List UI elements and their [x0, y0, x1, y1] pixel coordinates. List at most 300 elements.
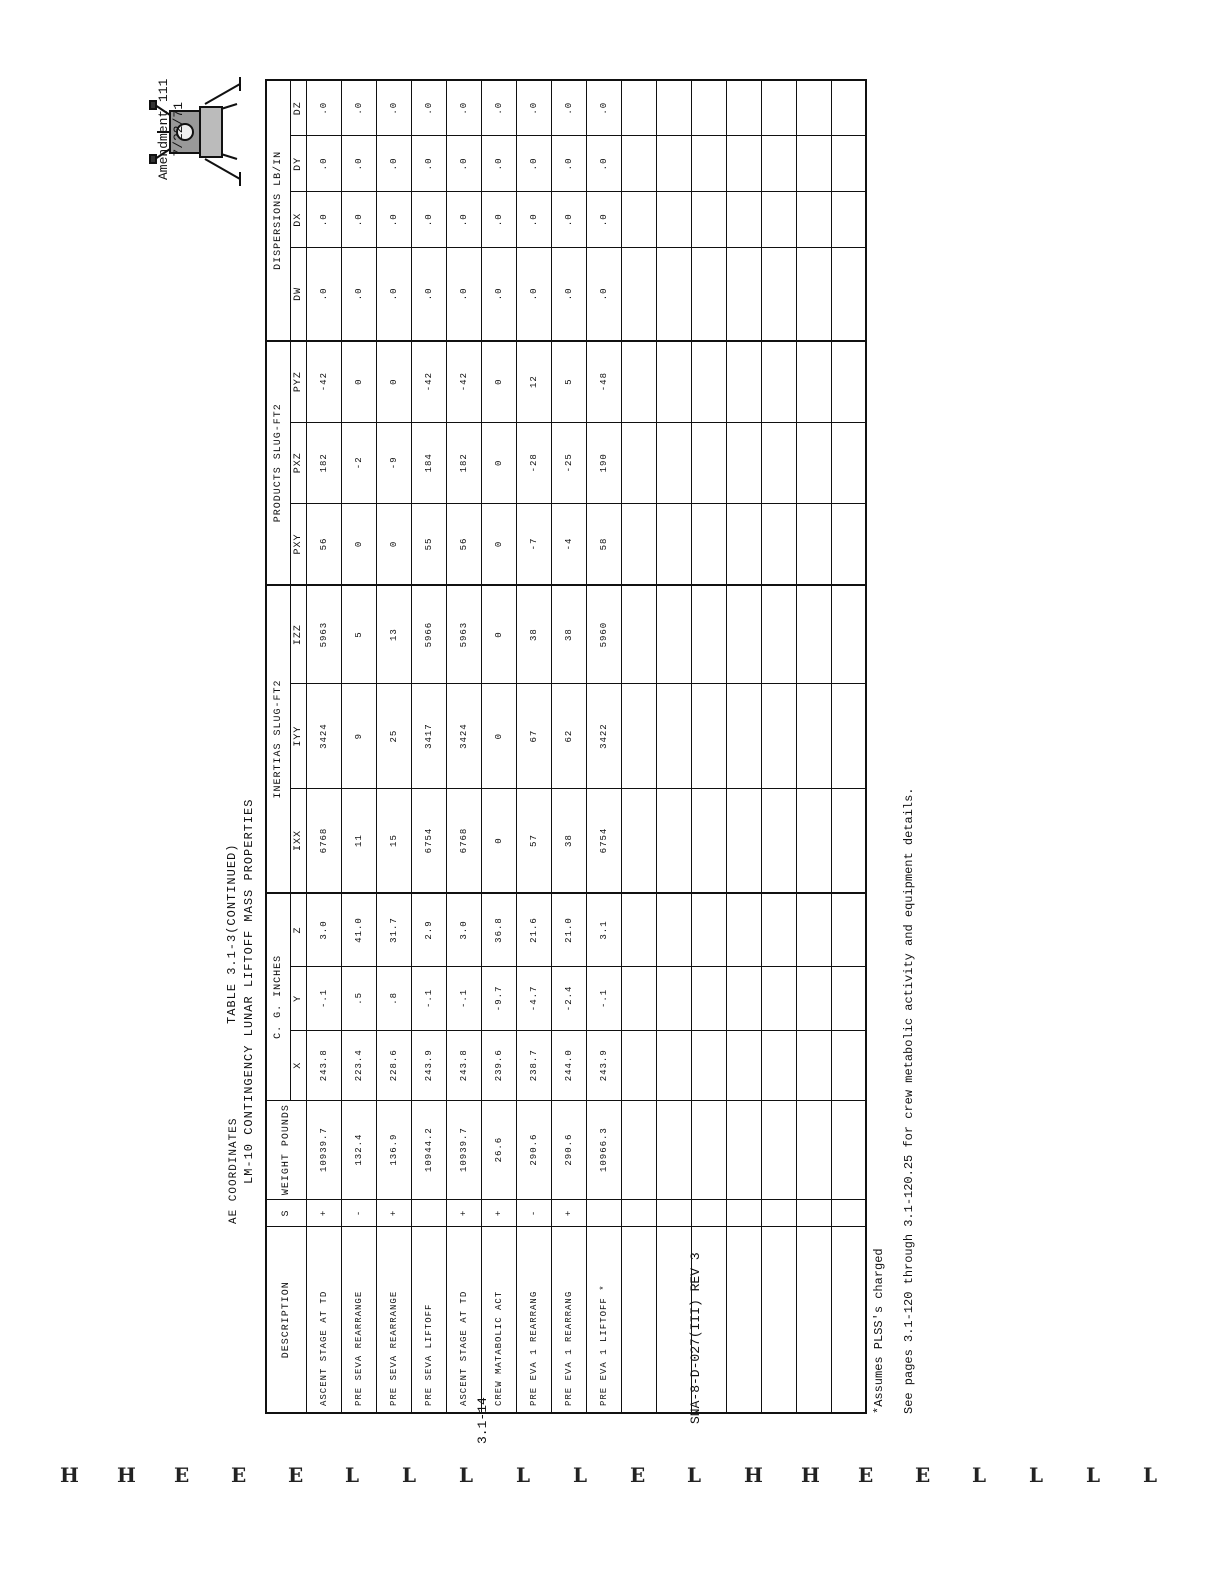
cell-desc: CREW MATABOLIC ACT: [481, 1227, 516, 1413]
cell-dz: .0: [586, 80, 621, 136]
cell-x: 239.6: [481, 1030, 516, 1100]
cell-desc: ASCENT STAGE AT TD: [306, 1227, 341, 1413]
cell-dz: [761, 80, 796, 136]
table-row: [586, 80, 621, 1413]
cell-dz: [621, 80, 656, 136]
empty-table-row: [796, 80, 831, 1413]
cell-desc: [831, 1227, 866, 1413]
cell-izz: 13: [376, 585, 411, 684]
cell-dz: [726, 80, 761, 136]
cell-s: [656, 1199, 691, 1227]
cell-w: [621, 1100, 656, 1199]
cell-y: [726, 966, 761, 1030]
cell-ixx: [691, 788, 726, 893]
cell-s: +: [481, 1199, 516, 1227]
cell-s: -: [516, 1199, 551, 1227]
document-number: SNA-8-D-027(III) REV 3: [688, 1252, 703, 1424]
edge-mark: L: [1086, 1463, 1101, 1487]
cell-dx: [621, 192, 656, 248]
cell-desc: PRE SEVA REARRANGE: [341, 1227, 376, 1413]
cell-ixx: [796, 788, 831, 893]
cell-ixx: 0: [481, 788, 516, 893]
cell-y: [621, 966, 656, 1030]
cell-dw: .0: [341, 248, 376, 341]
cell-ixx: [761, 788, 796, 893]
empty-table-row: [831, 80, 866, 1413]
see-pages-note: See pages 3.1-120 through 3.1-120.25 for crew metabolic activity and equipment details.: [902, 787, 916, 1414]
cell-iyy: [621, 684, 656, 789]
cell-dw: [691, 248, 726, 341]
amendment-date: 7/22/71: [171, 101, 186, 157]
cell-dx: .0: [446, 192, 481, 248]
cell-iyy: [691, 684, 726, 789]
cell-dz: .0: [341, 80, 376, 136]
cell-w: 290.6: [551, 1100, 586, 1199]
cell-pxz: 182: [306, 422, 341, 503]
cell-iyy: [831, 684, 866, 789]
edge-mark: E: [915, 1463, 931, 1487]
cell-izz: 5966: [411, 585, 446, 684]
cell-dy: .0: [306, 136, 341, 192]
cell-pxy: [621, 503, 656, 584]
edge-mark: L: [345, 1463, 360, 1487]
cell-dy: .0: [516, 136, 551, 192]
cell-s: +: [551, 1199, 586, 1227]
cell-dw: [761, 248, 796, 341]
table-body: [306, 80, 866, 1413]
cell-pxy: 55: [411, 503, 446, 584]
cell-pxy: [796, 503, 831, 584]
cell-z: 21.0: [551, 893, 586, 966]
cell-izz: [656, 585, 691, 684]
cell-iyy: 9: [341, 684, 376, 789]
cell-pxy: [726, 503, 761, 584]
cell-pyz: 0: [481, 341, 516, 422]
cell-pyz: -42: [446, 341, 481, 422]
cell-s: [586, 1199, 621, 1227]
cell-z: 36.8: [481, 893, 516, 966]
edge-mark: E: [231, 1463, 247, 1487]
cell-iyy: 0: [481, 684, 516, 789]
cell-dw: [621, 248, 656, 341]
cell-w: [691, 1100, 726, 1199]
cell-dz: .0: [376, 80, 411, 136]
pxy-header: PXY: [290, 503, 306, 584]
cell-ixx: 57: [516, 788, 551, 893]
cell-ixx: 15: [376, 788, 411, 893]
cell-y: .5: [341, 966, 376, 1030]
cell-dx: [726, 192, 761, 248]
edge-mark: L: [402, 1463, 417, 1487]
cell-pxz: [726, 422, 761, 503]
cell-x: [656, 1030, 691, 1100]
cell-pxz: [796, 422, 831, 503]
cell-dw: .0: [306, 248, 341, 341]
cell-s: [621, 1199, 656, 1227]
cell-dx: .0: [551, 192, 586, 248]
cell-izz: [621, 585, 656, 684]
cell-y: -4.7: [516, 966, 551, 1030]
cell-pxz: [691, 422, 726, 503]
cell-x: [726, 1030, 761, 1100]
cell-dw: [726, 248, 761, 341]
table-row: [446, 80, 481, 1413]
cell-x: 243.9: [586, 1030, 621, 1100]
cell-w: 136.9: [376, 1100, 411, 1199]
cell-z: [726, 893, 761, 966]
cell-x: 243.8: [306, 1030, 341, 1100]
cell-y: -2.4: [551, 966, 586, 1030]
cell-desc: PRE SEVA LIFTOFF: [411, 1227, 446, 1413]
cell-ixx: 6754: [586, 788, 621, 893]
cell-ixx: [726, 788, 761, 893]
edge-mark: L: [1143, 1463, 1158, 1487]
cell-x: [831, 1030, 866, 1100]
cell-dy: .0: [376, 136, 411, 192]
cell-pxy: [831, 503, 866, 584]
cell-dx: [656, 192, 691, 248]
cell-w: 10966.3: [586, 1100, 621, 1199]
cell-s: [831, 1199, 866, 1227]
cell-dy: [726, 136, 761, 192]
cell-s: [796, 1199, 831, 1227]
cell-s: [761, 1199, 796, 1227]
cell-y: [761, 966, 796, 1030]
cell-desc: PRE SEVA REARRANGE: [376, 1227, 411, 1413]
cell-ixx: 6754: [411, 788, 446, 893]
cell-y: [831, 966, 866, 1030]
empty-table-row: [691, 80, 726, 1413]
cell-pxy: [691, 503, 726, 584]
cell-dy: [656, 136, 691, 192]
cell-ixx: [656, 788, 691, 893]
cell-iyy: 3424: [306, 684, 341, 789]
cell-pxy: -7: [516, 503, 551, 584]
cell-dx: [691, 192, 726, 248]
cell-dy: [761, 136, 796, 192]
cell-dx: .0: [586, 192, 621, 248]
cell-z: [831, 893, 866, 966]
cell-z: 21.6: [516, 893, 551, 966]
cell-dw: .0: [516, 248, 551, 341]
cell-y: -9.7: [481, 966, 516, 1030]
cell-dx: [831, 192, 866, 248]
cell-pxy: 0: [481, 503, 516, 584]
cell-pxz: 0: [481, 422, 516, 503]
cell-x: [691, 1030, 726, 1100]
cell-ixx: [621, 788, 656, 893]
cell-y: -.1: [306, 966, 341, 1030]
cell-w: [656, 1100, 691, 1199]
cell-desc: PRE EVA 1 LIFTOFF *: [586, 1227, 621, 1413]
cell-s: -: [341, 1199, 376, 1227]
cell-dw: .0: [446, 248, 481, 341]
cell-y: -.1: [411, 966, 446, 1030]
coordinate-system: AE COORDINATES: [228, 1117, 240, 1224]
cell-dy: [621, 136, 656, 192]
cell-pxz: -2: [341, 422, 376, 503]
cell-dz: [796, 80, 831, 136]
cell-izz: 5: [341, 585, 376, 684]
cell-dz: [831, 80, 866, 136]
cell-izz: 5960: [586, 585, 621, 684]
cell-dz: [656, 80, 691, 136]
cell-pyz: [656, 341, 691, 422]
cell-dy: [831, 136, 866, 192]
cell-iyy: [656, 684, 691, 789]
cell-pyz: [621, 341, 656, 422]
table-title: LM-10 CONTINGENCY LUNAR LIFTOFF MASS PROPERTIES: [242, 798, 256, 1184]
cell-dw: [656, 248, 691, 341]
pxz-header: PXZ: [290, 422, 306, 503]
cell-iyy: [726, 684, 761, 789]
table-number: TABLE 3.1-3(CONTINUED): [225, 843, 239, 1024]
empty-table-row: [621, 80, 656, 1413]
cell-iyy: 62: [551, 684, 586, 789]
cell-iyy: 3422: [586, 684, 621, 789]
cell-dz: .0: [306, 80, 341, 136]
cell-dx: .0: [481, 192, 516, 248]
cell-ixx: [831, 788, 866, 893]
cell-pyz: [726, 341, 761, 422]
pyz-header: PYZ: [290, 341, 306, 422]
cell-pxy: 0: [376, 503, 411, 584]
table-row: [481, 80, 516, 1413]
cell-ixx: 6768: [446, 788, 481, 893]
cell-dw: .0: [481, 248, 516, 341]
cell-w: 10944.2: [411, 1100, 446, 1199]
cell-iyy: [796, 684, 831, 789]
izz-header: IZZ: [290, 585, 306, 684]
cell-z: 3.1: [586, 893, 621, 966]
cell-dz: .0: [411, 80, 446, 136]
weight-header: WEIGHT POUNDS: [266, 1100, 306, 1199]
empty-table-row: [656, 80, 691, 1413]
cell-pyz: -42: [306, 341, 341, 422]
cell-y: .8: [376, 966, 411, 1030]
cg-header: C. G. INCHES: [266, 893, 290, 1100]
edge-mark: E: [630, 1463, 646, 1487]
edge-mark: L: [516, 1463, 531, 1487]
cell-z: [621, 893, 656, 966]
cell-dx: .0: [306, 192, 341, 248]
amendment-note: [156, 79, 186, 180]
cell-y: -.1: [586, 966, 621, 1030]
cell-w: 10939.7: [446, 1100, 481, 1199]
mass-properties-table: [265, 79, 867, 1414]
cell-dz: .0: [481, 80, 516, 136]
cell-desc: [621, 1227, 656, 1413]
cell-z: 41.0: [341, 893, 376, 966]
cell-dx: .0: [341, 192, 376, 248]
cell-izz: 38: [516, 585, 551, 684]
cell-pxy: 58: [586, 503, 621, 584]
edge-mark: E: [858, 1463, 874, 1487]
cell-dx: [796, 192, 831, 248]
cell-pxy: 56: [446, 503, 481, 584]
cell-y: [691, 966, 726, 1030]
ixx-header: IXX: [290, 788, 306, 893]
cell-desc: ASCENT STAGE AT TD: [446, 1227, 481, 1413]
products-header: PRODUCTS SLUG-FT2: [266, 341, 290, 585]
cell-desc: [656, 1227, 691, 1413]
cell-pxy: 56: [306, 503, 341, 584]
table-row: [341, 80, 376, 1413]
amendment-label: Amendment 111: [156, 78, 171, 180]
cell-pxz: [656, 422, 691, 503]
cell-x: 228.6: [376, 1030, 411, 1100]
cell-iyy: 67: [516, 684, 551, 789]
cell-x: [796, 1030, 831, 1100]
cell-desc: PRE EVA 1 REARRANG: [551, 1227, 586, 1413]
cell-z: [796, 893, 831, 966]
cell-izz: [761, 585, 796, 684]
cell-w: [831, 1100, 866, 1199]
cell-w: [761, 1100, 796, 1199]
cell-dx: .0: [376, 192, 411, 248]
cell-izz: 5963: [306, 585, 341, 684]
cell-izz: 38: [551, 585, 586, 684]
iyy-header: IYY: [290, 684, 306, 789]
cell-pxz: -28: [516, 422, 551, 503]
cell-iyy: 3417: [411, 684, 446, 789]
cell-dz: .0: [551, 80, 586, 136]
cell-dy: [691, 136, 726, 192]
cell-s: [691, 1199, 726, 1227]
table-row: [376, 80, 411, 1413]
y-header: Y: [290, 966, 306, 1030]
edge-mark: H: [801, 1463, 820, 1487]
empty-table-row: [761, 80, 796, 1413]
cell-pyz: [831, 341, 866, 422]
empty-table-row: [726, 80, 761, 1413]
cell-w: 132.4: [341, 1100, 376, 1199]
cell-pxy: 0: [341, 503, 376, 584]
table-row: [551, 80, 586, 1413]
edge-mark: H: [117, 1463, 136, 1487]
cell-iyy: 3424: [446, 684, 481, 789]
cell-dw: .0: [411, 248, 446, 341]
cell-dx: [761, 192, 796, 248]
description-header: DESCRIPTION: [266, 1227, 306, 1413]
cell-w: 10939.7: [306, 1100, 341, 1199]
cell-pxz: 182: [446, 422, 481, 503]
cell-s: [726, 1199, 761, 1227]
cell-izz: [691, 585, 726, 684]
edge-mark: H: [60, 1463, 79, 1487]
edge-mark: L: [1029, 1463, 1044, 1487]
cell-pxy: [656, 503, 691, 584]
cell-x: [761, 1030, 796, 1100]
s-header: S: [266, 1199, 306, 1227]
cell-z: 2.9: [411, 893, 446, 966]
cell-pyz: 5: [551, 341, 586, 422]
cell-dy: .0: [411, 136, 446, 192]
cell-x: 243.9: [411, 1030, 446, 1100]
cell-pyz: 0: [376, 341, 411, 422]
inertias-header: INERTIAS SLUG-FT2: [266, 585, 290, 893]
cell-pxz: 184: [411, 422, 446, 503]
cell-pxz: -25: [551, 422, 586, 503]
cell-y: [656, 966, 691, 1030]
edge-mark: L: [687, 1463, 702, 1487]
cell-ixx: 6768: [306, 788, 341, 893]
cell-pxz: 190: [586, 422, 621, 503]
cell-dw: [831, 248, 866, 341]
header-group-row: [266, 80, 290, 1413]
cell-desc: [761, 1227, 796, 1413]
cell-dy: [796, 136, 831, 192]
cell-w: [796, 1100, 831, 1199]
cell-pyz: -42: [411, 341, 446, 422]
cell-dy: .0: [551, 136, 586, 192]
z-header: Z: [290, 893, 306, 966]
cell-izz: 0: [481, 585, 516, 684]
cell-desc: [726, 1227, 761, 1413]
cell-dz: .0: [516, 80, 551, 136]
cell-dw: .0: [586, 248, 621, 341]
cell-s: +: [446, 1199, 481, 1227]
cell-z: [691, 893, 726, 966]
cell-pyz: 12: [516, 341, 551, 422]
cell-desc: [796, 1227, 831, 1413]
cell-x: 223.4: [341, 1030, 376, 1100]
cell-ixx: 38: [551, 788, 586, 893]
cell-dx: .0: [411, 192, 446, 248]
cell-dz: .0: [446, 80, 481, 136]
cell-s: +: [376, 1199, 411, 1227]
cell-pyz: [761, 341, 796, 422]
edge-mark: L: [459, 1463, 474, 1487]
page-number: 3.1-14: [475, 1397, 490, 1444]
cell-z: [761, 893, 796, 966]
footnote: *Assumes PLSS's charged: [872, 1248, 886, 1414]
cell-y: [796, 966, 831, 1030]
cell-z: 3.0: [446, 893, 481, 966]
cell-s: [411, 1199, 446, 1227]
x-header: X: [290, 1030, 306, 1100]
cell-izz: [796, 585, 831, 684]
cell-x: 244.0: [551, 1030, 586, 1100]
cell-pxz: [621, 422, 656, 503]
cell-iyy: [761, 684, 796, 789]
cell-pyz: 0: [341, 341, 376, 422]
cell-izz: [831, 585, 866, 684]
cell-pxy: [761, 503, 796, 584]
cell-z: 31.7: [376, 893, 411, 966]
cell-dy: .0: [481, 136, 516, 192]
dx-header: DX: [290, 192, 306, 248]
cell-dy: .0: [586, 136, 621, 192]
cell-dw: .0: [551, 248, 586, 341]
dw-header: DW: [290, 248, 306, 341]
cell-pxy: -4: [551, 503, 586, 584]
dz-header: DZ: [290, 80, 306, 136]
edge-mark: E: [174, 1463, 190, 1487]
cell-pyz: [691, 341, 726, 422]
table-row: [411, 80, 446, 1413]
table-row: [306, 80, 341, 1413]
binding-edge-marks: [60, 1463, 1160, 1493]
cell-dy: .0: [446, 136, 481, 192]
edge-mark: L: [972, 1463, 987, 1487]
edge-mark: L: [573, 1463, 588, 1487]
cell-izz: [726, 585, 761, 684]
cell-dy: .0: [341, 136, 376, 192]
cell-pyz: -48: [586, 341, 621, 422]
cell-w: 26.6: [481, 1100, 516, 1199]
cell-dw: [796, 248, 831, 341]
